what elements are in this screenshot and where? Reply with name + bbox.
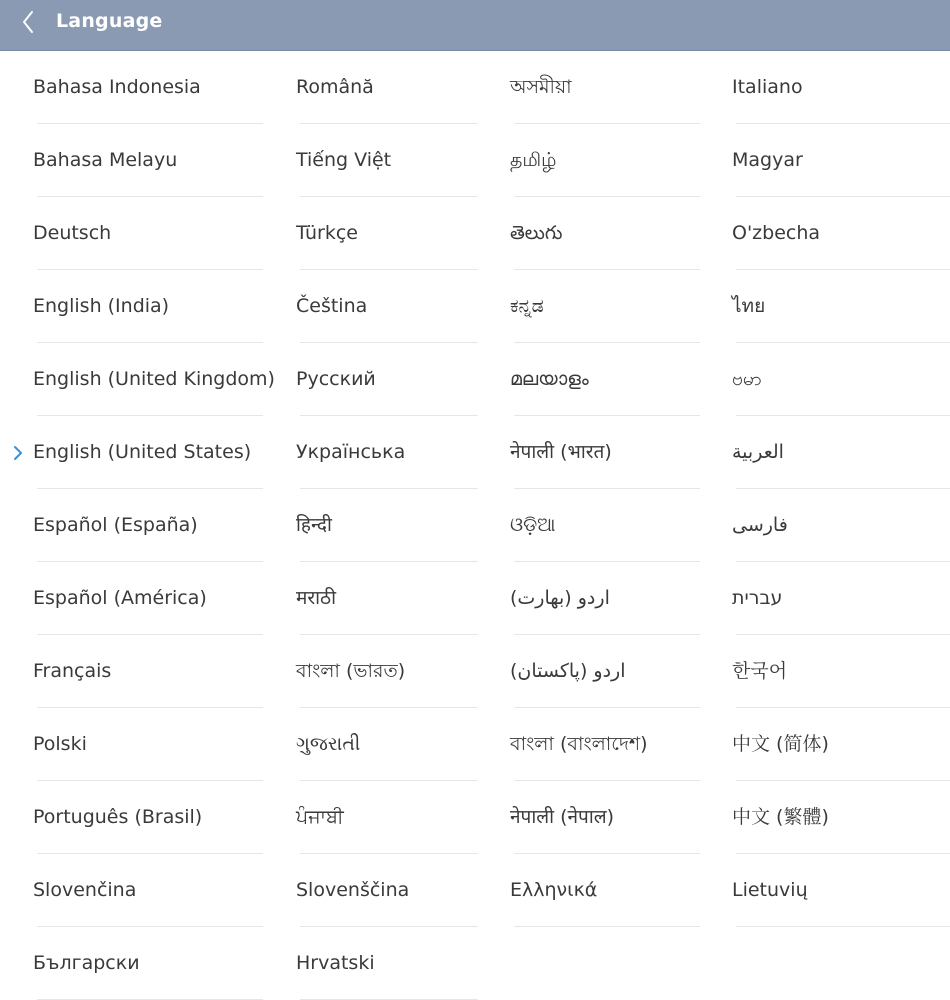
language-item[interactable] — [270, 708, 484, 781]
language-item[interactable] — [0, 124, 270, 197]
language-item[interactable] — [484, 124, 706, 197]
language-item-label: বাংলা (ভারত) — [296, 660, 406, 682]
language-item-label: Türkçe — [296, 222, 358, 244]
language-item-label: Deutsch — [33, 222, 112, 244]
language-item[interactable] — [0, 51, 270, 124]
language-item-label: Български — [33, 952, 140, 974]
language-item-label: ગુજરાતી — [296, 733, 361, 755]
language-item-label: Polski — [33, 733, 87, 755]
language-item[interactable] — [484, 51, 706, 124]
chevron-left-icon — [14, 8, 44, 38]
language-item[interactable] — [706, 270, 950, 343]
language-item-label: বাংলা (বাংলাদেশ) — [510, 733, 648, 755]
language-item-label: Hrvatski — [296, 952, 375, 974]
language-item[interactable] — [706, 489, 950, 562]
language-item-label: नेपाली (भारत) — [510, 441, 612, 463]
language-item[interactable] — [0, 854, 270, 927]
language-item-label: English (United States) — [33, 441, 252, 463]
language-item[interactable] — [706, 416, 950, 489]
language-item[interactable] — [0, 562, 270, 635]
language-item[interactable] — [484, 562, 706, 635]
language-item[interactable] — [270, 270, 484, 343]
language-item-label: Lietuvių — [732, 879, 808, 901]
language-item[interactable] — [706, 708, 950, 781]
language-item[interactable] — [0, 635, 270, 708]
language-item-label: नेपाली (नेपाल) — [510, 806, 615, 828]
language-item-label: Tiếng Việt — [296, 149, 392, 171]
language-item-label: ਪੰਜਾਬੀ — [296, 806, 344, 828]
language-item-label: Ελληνικά — [510, 879, 598, 901]
language-item-label: Español (España) — [33, 514, 198, 536]
language-item-label: Bahasa Indonesia — [33, 76, 201, 98]
language-item[interactable] — [270, 562, 484, 635]
language-item[interactable] — [484, 635, 706, 708]
language-item[interactable] — [706, 197, 950, 270]
language-item-label: తెలుగు — [510, 222, 563, 244]
language-item[interactable] — [706, 124, 950, 197]
divider — [736, 926, 950, 927]
language-item-label: اردو (پاکستان) — [510, 660, 626, 682]
language-item[interactable] — [706, 635, 950, 708]
language-item[interactable] — [0, 197, 270, 270]
language-item-label: Magyar — [732, 149, 803, 171]
language-item-label: O'zbecha — [732, 222, 821, 244]
language-item-label: Slovenčina — [33, 879, 137, 901]
language-item[interactable] — [484, 489, 706, 562]
language-item-label: 한국어 — [732, 660, 788, 682]
language-item[interactable] — [706, 343, 950, 416]
language-item[interactable] — [270, 51, 484, 124]
page-title: Language — [56, 10, 163, 32]
language-item-label: English (India) — [33, 295, 170, 317]
app-header — [0, 0, 950, 51]
language-item[interactable] — [484, 781, 706, 854]
language-item[interactable] — [270, 927, 484, 1000]
divider — [514, 926, 700, 927]
language-item-label: العربية — [732, 441, 784, 463]
language-item[interactable] — [0, 416, 270, 489]
language-item-label: हिन्दी — [296, 514, 332, 536]
language-item-label: اردو (بھارت) — [510, 587, 610, 609]
language-item-label: 中文 (繁體) — [732, 806, 829, 828]
language-item[interactable] — [270, 197, 484, 270]
language-item-label: Русский — [296, 368, 376, 390]
language-item[interactable] — [270, 781, 484, 854]
language-item-label: 中文 (简体) — [732, 733, 829, 755]
language-item[interactable] — [270, 343, 484, 416]
language-item-label: मराठी — [296, 587, 337, 609]
language-item[interactable] — [270, 635, 484, 708]
language-item-label: ไทย — [732, 295, 766, 317]
language-item-label: English (United Kingdom) — [33, 368, 275, 390]
language-item-label: Français — [33, 660, 112, 682]
language-item-label: Slovenščina — [296, 879, 410, 901]
language-item[interactable] — [706, 854, 950, 927]
language-item[interactable] — [484, 854, 706, 927]
language-item-label: Română — [296, 76, 374, 98]
language-item[interactable] — [484, 270, 706, 343]
language-item[interactable] — [0, 708, 270, 781]
language-item[interactable] — [0, 489, 270, 562]
language-column-1 — [0, 51, 275, 993]
language-item[interactable] — [484, 343, 706, 416]
language-item[interactable] — [484, 708, 706, 781]
language-column-4 — [706, 51, 950, 993]
language-item[interactable] — [706, 51, 950, 124]
language-column-2 — [270, 51, 484, 993]
language-item-label: Español (América) — [33, 587, 207, 609]
language-column-3 — [484, 51, 706, 993]
language-item-label: Українська — [296, 441, 406, 463]
language-item[interactable] — [270, 489, 484, 562]
language-grid — [0, 51, 950, 993]
language-item-label: فارسی — [732, 514, 788, 536]
chevron-right-icon — [11, 445, 25, 461]
language-item[interactable] — [0, 343, 275, 416]
language-item[interactable] — [270, 124, 484, 197]
language-item[interactable] — [484, 197, 706, 270]
language-item[interactable] — [270, 854, 484, 927]
language-item-label: Português (Brasil) — [33, 806, 203, 828]
language-item[interactable] — [270, 416, 484, 489]
language-item-label: മലയാളം — [510, 368, 589, 390]
language-item[interactable] — [0, 927, 270, 1000]
language-item-label: ಕನ್ನಡ — [510, 295, 544, 317]
language-item-label: Bahasa Melayu — [33, 149, 178, 171]
language-item-label: Italiano — [732, 76, 803, 98]
language-item-label: অসমীয়া — [510, 76, 572, 98]
language-item[interactable] — [484, 416, 706, 489]
language-item-label: עברית — [732, 587, 783, 609]
language-item[interactable] — [706, 781, 950, 854]
language-item-label: ଓଡ଼ିଆ — [510, 514, 556, 536]
language-item[interactable] — [706, 562, 950, 635]
language-item-label: தமிழ் — [510, 149, 557, 171]
language-item[interactable] — [0, 270, 270, 343]
language-item[interactable] — [0, 781, 270, 854]
language-item-label: ဗမာ — [732, 368, 762, 390]
language-item-label: Čeština — [296, 295, 368, 317]
back-button[interactable] — [14, 8, 44, 38]
